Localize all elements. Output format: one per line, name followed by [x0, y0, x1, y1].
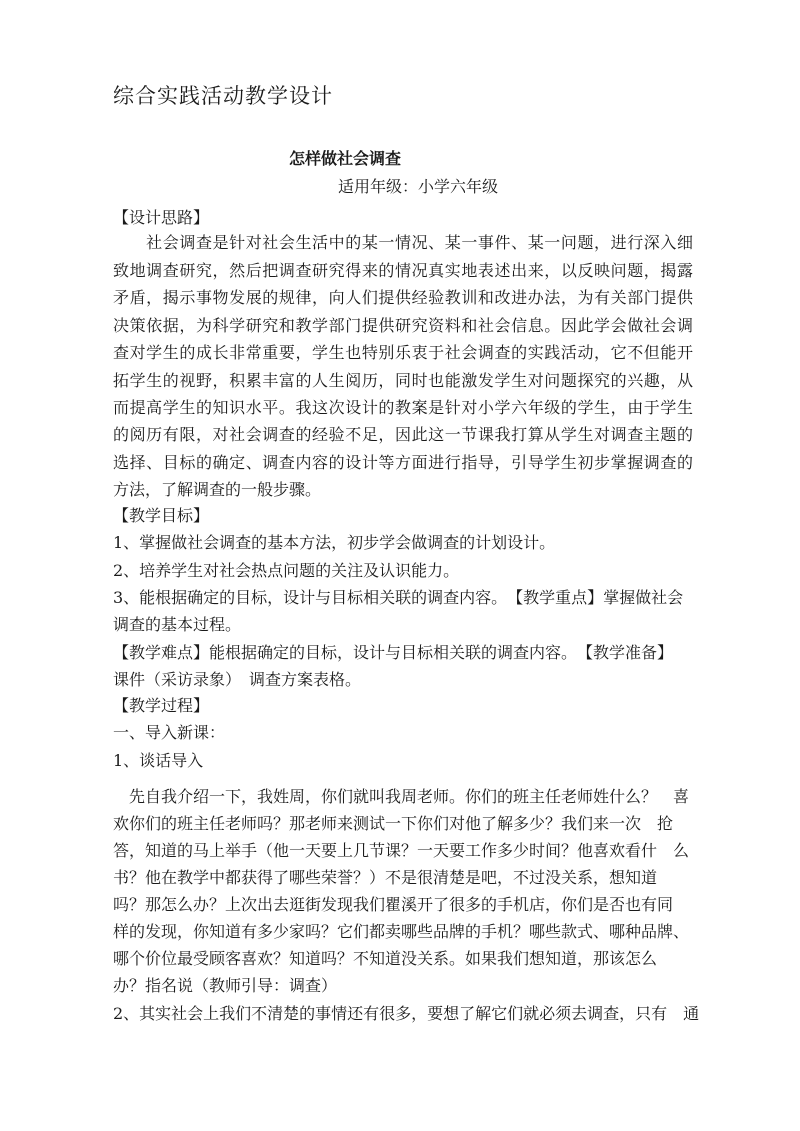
goal-line: 1、掌握做社会调查的基本方法，初步学会做调查的计划设计。 [113, 533, 556, 552]
lesson-title: 怎样做社会调查 [289, 149, 402, 168]
intro-paragraph-line: 书？他在教学中都获得了哪些荣誉？）不是很清楚是吧，不过没关系，想知道 [113, 868, 658, 887]
design-paragraph-line: 选择、目标的确定、调查内容的设计等方面进行指导，引导学生初步掌握调查的 [113, 453, 693, 472]
goal-line: 3、能根据确定的目标，设计与目标相关联的调查内容。 【教学重点】掌握做社会 [113, 588, 684, 607]
design-paragraph-line: 社会调查是针对社会生活中的某一情况、某一事件、某一问题，进行深入细 [113, 233, 693, 252]
intro-paragraph-line: 吗？那怎么办？上次出去逛街发现我们瞿溪开了很多的手机店，你们是否也有同 [113, 895, 674, 914]
intro-paragraph-line: 办？指名说（教师引导：调查） [113, 976, 338, 995]
section-heading-goals: 【教学目标】 [113, 506, 210, 525]
intro-paragraph-line: 先自我介绍一下，我姓周，你们就叫我周老师。你们的班主任老师姓什么？ 喜 [113, 787, 690, 806]
intro-paragraph-line: 答，知道的马上举手（他一天要上几节课？一天要工作多少时间？他喜欢看什 么 [113, 841, 690, 860]
design-paragraph-line: 致地调查研究，然后把调查研究得来的情况真实地表述出来，以反映问题，揭露 [113, 261, 693, 280]
design-paragraph-line: 拓学生的视野，积累丰富的人生阅历，同时也能激发学生对问题探究的兴趣，从 [113, 371, 693, 390]
goal-line: 调查的基本过程。 [113, 615, 242, 634]
document-title: 综合实践活动教学设计 [113, 84, 333, 108]
design-paragraph-line: 查对学生的成长非常重要，学生也特别乐衷于社会调查的实践活动，它不但能开 [113, 343, 693, 362]
intro-paragraph-line: 欢你们的班主任老师吗？那老师来测试一下你们对他了解多少？我们来一次 抢 [113, 814, 674, 833]
goal-line: 【教学难点】能根据确定的目标，设计与目标相关联的调查内容。 【教学准备】 [113, 643, 674, 662]
goal-line: 2、培养学生对社会热点问题的关注及认识能力。 [113, 561, 460, 580]
design-paragraph-line: 而提高学生的知识水平。我这次设计的教案是针对小学六年级的学生，由于学生 [113, 398, 693, 417]
section-heading-design: 【设计思路】 [113, 208, 210, 227]
design-paragraph-line: 的阅历有限，对社会调查的经验不足，因此这一节课我打算从学生对调查主题的 [113, 425, 693, 444]
design-paragraph-line: 决策依据，为科学研究和教学部门提供研究资料和社会信息。因此学会做社会调 [113, 316, 693, 335]
design-paragraph-line: 方法，了解调查的一般步骤。 [113, 480, 322, 499]
intro-paragraph-line: 样的发现，你知道有多少家吗？它们都卖哪些品牌的手机？哪些款式、哪种品牌、 [113, 922, 690, 941]
process-line: 1、谈话导入 [113, 751, 204, 770]
goal-line: 课件（采访录象） 调查方案表格。 [113, 670, 362, 689]
grade-line: 适用年级：小学六年级 [338, 177, 499, 196]
process-line: 2、其实社会上我们不清楚的事情还有很多，要想了解它们就必须去调查，只有 通 [113, 1004, 700, 1023]
intro-paragraph-line: 哪个价位最受顾客喜欢？知道吗？不知道没关系。如果我们想知道，那该怎么 [113, 949, 658, 968]
design-paragraph-line: 矛盾，揭示事物发展的规律，向人们提供经验教训和改进办法，为有关部门提供 [113, 288, 693, 307]
process-line: 一、导入新课： [113, 723, 226, 742]
section-heading-process: 【教学过程】 [113, 696, 210, 715]
